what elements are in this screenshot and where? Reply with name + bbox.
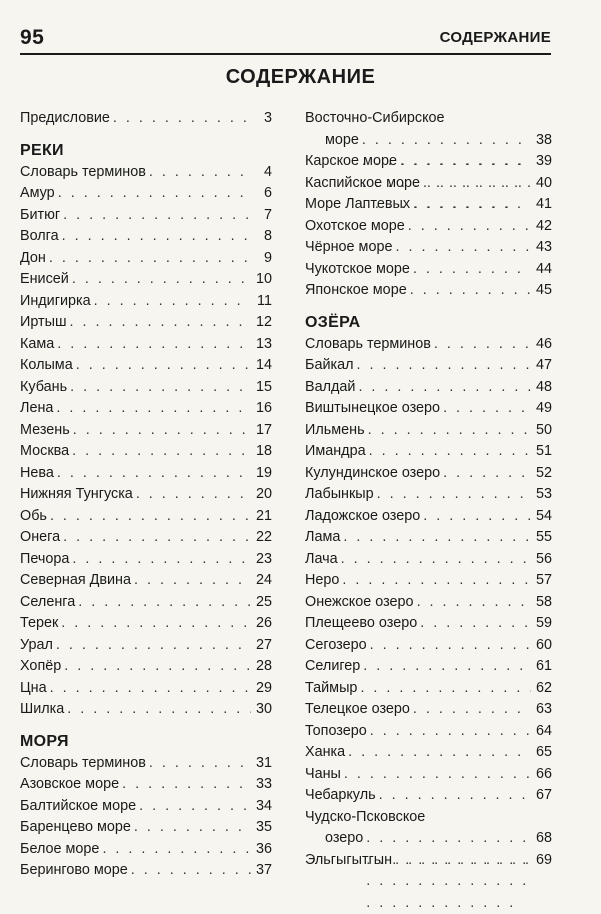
toc-entry-page: 33 <box>255 776 272 792</box>
toc-entry-page: 60 <box>535 636 552 653</box>
leader-dots <box>358 377 531 399</box>
toc-entry[interactable] <box>20 753 272 775</box>
leader-dots <box>73 420 251 442</box>
toc-entry[interactable] <box>20 355 272 377</box>
toc-entry-label: Чёрное море <box>305 239 393 255</box>
toc-entry[interactable] <box>20 656 272 678</box>
toc-entry-label: Словарь терминов <box>305 335 431 352</box>
toc-entry[interactable] <box>305 656 552 678</box>
leader-dots <box>369 441 531 463</box>
leader-dots <box>113 108 251 130</box>
toc-entry-continuation <box>305 828 552 850</box>
toc-entry-page: 6 <box>263 185 272 201</box>
toc-entry-label: Колыма <box>20 357 73 373</box>
section-heading: МОРЯ <box>20 732 69 750</box>
leader-dots <box>395 237 531 259</box>
toc-column-left <box>20 108 272 882</box>
toc-entry-label: Нева <box>20 464 54 481</box>
leader-dots <box>61 613 251 635</box>
header-rule <box>20 53 551 55</box>
toc-entry-page: 34 <box>255 797 272 814</box>
toc-entry-page: 48 <box>535 378 552 395</box>
toc-entry-page: 58 <box>535 593 552 610</box>
toc-entry-page: 25 <box>255 593 272 610</box>
toc-entry-page: 53 <box>535 486 552 502</box>
toc-entry[interactable] <box>305 151 552 173</box>
toc-entry-page: 66 <box>535 765 552 782</box>
toc-entry-page: 39 <box>535 153 552 169</box>
toc-entry[interactable] <box>20 527 272 549</box>
toc-entry-label: Лабынкыр <box>305 486 374 502</box>
toc-entry[interactable] <box>20 570 272 592</box>
toc-entry-label: Шилка <box>20 701 65 717</box>
toc-entry-page: 12 <box>255 314 272 330</box>
toc-entry-page: 19 <box>255 464 272 481</box>
toc-entry-label: Японское море <box>305 282 407 298</box>
toc-entry-label: Каспийское море <box>305 174 421 191</box>
toc-entry-page: 15 <box>255 378 272 395</box>
toc-entry[interactable] <box>20 183 272 205</box>
page-number: 95 <box>20 26 45 49</box>
toc-entry-label: Неро <box>305 572 340 588</box>
leader-dots <box>56 398 251 420</box>
leader-dots <box>139 796 251 818</box>
toc-entry-page: 51 <box>535 443 552 459</box>
toc-entry-continuation <box>305 130 552 152</box>
leader-dots <box>344 764 531 786</box>
toc-entry-label: Кубань <box>20 378 68 395</box>
toc-title: СОДЕРЖАНИЕ <box>225 66 376 88</box>
toc-entry-page: 3 <box>263 110 272 126</box>
toc-entry-label: Словарь терминов <box>20 754 146 771</box>
toc-entry[interactable] <box>305 173 552 195</box>
toc-entry-page: 62 <box>535 679 552 696</box>
toc-entry[interactable] <box>305 377 552 399</box>
leader-dots <box>342 570 531 592</box>
toc-entry-label: Чудско-Псковское <box>305 808 426 825</box>
toc-entry-label: Обь <box>20 507 47 524</box>
toc-entry[interactable] <box>305 398 552 420</box>
toc-entry-label: Лача <box>305 550 338 567</box>
leader-dots <box>410 280 531 302</box>
leader-dots <box>78 592 251 614</box>
toc-entry-label: Иртыш <box>20 314 67 330</box>
leader-dots <box>366 828 531 914</box>
leader-dots <box>131 860 251 882</box>
toc-entry-label-continuation: озеро <box>325 830 364 846</box>
toc-entry-page: 63 <box>535 701 552 717</box>
leader-dots <box>400 151 531 173</box>
leader-dots <box>395 850 531 872</box>
toc-entry[interactable] <box>305 592 552 614</box>
page-header <box>20 26 551 52</box>
leader-dots <box>149 162 251 184</box>
toc-entry[interactable] <box>20 796 272 818</box>
toc-entry[interactable] <box>305 194 552 216</box>
toc-entry-page: 64 <box>535 722 552 739</box>
toc-entry[interactable] <box>20 205 272 227</box>
leader-dots <box>341 549 531 571</box>
toc-entry-label: Ханка <box>305 744 346 760</box>
toc-entry-page: 45 <box>535 282 552 298</box>
toc-entry-page: 17 <box>255 421 272 438</box>
toc-entry-page: 4 <box>263 163 272 180</box>
toc-entry-label: Топозеро <box>305 722 367 739</box>
toc-entry-label: Индигирка <box>20 292 91 309</box>
toc-entry-label: Телецкое озеро <box>305 701 410 717</box>
toc-entry[interactable] <box>20 484 272 506</box>
toc-entry-intro[interactable] <box>20 108 272 130</box>
section-heading: РЕКИ <box>20 141 64 159</box>
toc-entry-label: Охотское море <box>305 217 405 234</box>
toc-entry-label: Чаны <box>305 765 341 782</box>
toc-entry[interactable] <box>305 807 552 850</box>
toc-entry-label: Байкал <box>305 357 354 373</box>
leader-dots <box>370 635 531 657</box>
toc-entry-page: 46 <box>535 335 552 352</box>
leader-dots <box>136 484 251 506</box>
toc-entry[interactable] <box>305 108 552 151</box>
leader-dots <box>423 506 531 528</box>
leader-dots <box>56 635 251 657</box>
toc-entry-page: 26 <box>255 615 272 631</box>
toc-entry[interactable] <box>305 506 552 528</box>
toc-entry-page: 54 <box>535 507 552 524</box>
toc-entry[interactable] <box>20 441 272 463</box>
leader-dots <box>408 216 531 238</box>
toc-entry-label: Цна <box>20 679 47 696</box>
toc-entry[interactable] <box>20 506 272 528</box>
leader-dots <box>67 699 251 721</box>
toc-entry[interactable] <box>305 850 552 872</box>
toc-entry-label: Берингово море <box>20 862 128 878</box>
toc-entry[interactable] <box>20 774 272 796</box>
toc-entry-label: Ладожское озеро <box>305 507 421 524</box>
toc-entry[interactable] <box>305 527 552 549</box>
toc-entry[interactable] <box>20 420 272 442</box>
toc-entry-page: 14 <box>255 357 272 373</box>
leader-dots <box>348 742 531 764</box>
toc-entry-label: Волга <box>20 228 59 244</box>
toc-entry-page: 42 <box>535 217 552 234</box>
toc-entry[interactable] <box>20 549 272 571</box>
leader-dots <box>134 817 251 839</box>
toc-entry-page: 36 <box>255 840 272 857</box>
toc-entry-page: 41 <box>535 196 552 212</box>
toc-entry-page: 50 <box>535 421 552 438</box>
toc-entry-page: 69 <box>535 851 552 868</box>
toc-entry-label: Онега <box>20 529 61 545</box>
toc-entry[interactable] <box>20 860 272 882</box>
leader-dots <box>50 506 251 528</box>
toc-entry-label: Ильмень <box>305 421 365 438</box>
toc-entry[interactable] <box>20 248 272 270</box>
toc-entry-label-continuation: море <box>325 131 359 148</box>
toc-entry-label: Селигер <box>305 658 361 674</box>
leader-dots <box>368 420 531 442</box>
toc-entry-label: Предисловие <box>20 110 110 126</box>
toc-entry-page: 30 <box>255 701 272 717</box>
leader-dots <box>102 839 251 861</box>
toc-entry-label: Кама <box>20 335 55 352</box>
toc-entry[interactable] <box>305 420 552 442</box>
toc-entry-label: Мезень <box>20 421 70 438</box>
toc-entry-page: 49 <box>535 400 552 416</box>
toc-entry[interactable] <box>305 355 552 377</box>
toc-entry[interactable] <box>20 398 272 420</box>
leader-dots <box>343 527 531 549</box>
leader-dots <box>57 334 251 356</box>
toc-entry-page: 59 <box>535 615 552 631</box>
toc-entry-label: Онежское озеро <box>305 593 414 610</box>
leader-dots <box>379 785 531 807</box>
leader-dots <box>434 334 531 356</box>
toc-entry[interactable] <box>305 699 552 721</box>
leader-dots <box>62 226 251 248</box>
toc-entry[interactable] <box>305 280 552 302</box>
toc-entry-label: Нижняя Тунгуска <box>20 486 133 502</box>
toc-entry-label: Северная Двина <box>20 572 132 588</box>
toc-entry-label: Море Лаптевых <box>305 196 411 212</box>
toc-entry-page: 11 <box>257 292 272 309</box>
toc-entry-page: 52 <box>535 464 552 481</box>
toc-entry-label: Сегозеро <box>305 636 367 653</box>
toc-entry-page: 65 <box>535 744 552 760</box>
toc-entry-label: Чукотское море <box>305 260 410 277</box>
toc-entry[interactable] <box>305 463 552 485</box>
toc-entry-page: 43 <box>535 239 552 255</box>
toc-entry[interactable] <box>20 226 272 248</box>
leader-dots <box>360 678 531 700</box>
toc-entry-page: 56 <box>535 550 552 567</box>
running-title: СОДЕРЖАНИЕ <box>439 29 551 46</box>
toc-entry-label: Дон <box>20 249 46 266</box>
toc-entry[interactable] <box>20 678 272 700</box>
toc-entry-page: 23 <box>255 550 272 567</box>
toc-entry[interactable] <box>20 699 272 721</box>
toc-entry-label: Чебаркуль <box>305 787 376 803</box>
toc-entry[interactable] <box>305 441 552 463</box>
toc-entry-page: 8 <box>263 228 272 244</box>
toc-entry-page: 28 <box>255 658 272 674</box>
toc-entry-label: Баренцево море <box>20 819 131 835</box>
toc-entry-label: Плещеево озеро <box>305 615 418 631</box>
leader-dots <box>122 774 251 796</box>
leader-dots <box>64 656 251 678</box>
toc-entry-page: 22 <box>255 529 272 545</box>
toc-entry[interactable] <box>20 463 272 485</box>
toc-entry[interactable] <box>20 377 272 399</box>
toc-entry-page: 57 <box>535 572 552 588</box>
toc-entry[interactable] <box>305 549 552 571</box>
toc-entry-page: 13 <box>255 335 272 352</box>
toc-entry-label: Белое море <box>20 840 100 857</box>
toc-entry[interactable] <box>305 635 552 657</box>
toc-entry[interactable] <box>20 269 272 291</box>
toc-entry-label: Таймыр <box>305 679 358 696</box>
toc-entry-page: 31 <box>255 754 272 771</box>
leader-dots <box>377 484 531 506</box>
toc-entry[interactable] <box>20 839 272 861</box>
toc-entry[interactable] <box>20 312 272 334</box>
leader-dots <box>57 463 251 485</box>
toc-entry[interactable] <box>20 817 272 839</box>
toc-entry-page: 44 <box>535 260 552 277</box>
toc-entry-label: Енисей <box>20 271 69 287</box>
toc-entry-page: 61 <box>535 658 552 674</box>
toc-entry-label: Восточно-Сибирское <box>305 110 445 126</box>
toc-entry-page: 35 <box>255 819 272 835</box>
toc-entry-label: Виштынецкое озеро <box>305 400 441 416</box>
leader-dots <box>443 398 531 420</box>
leader-dots <box>413 699 531 721</box>
toc-entry[interactable] <box>20 291 272 313</box>
toc-entry[interactable] <box>305 570 552 592</box>
leader-dots <box>423 173 531 195</box>
toc-entry-label: Терек <box>20 615 59 631</box>
toc-entry-label: Хопёр <box>20 658 62 674</box>
leader-dots <box>149 753 251 775</box>
toc-entry-label: Битюг <box>20 206 61 223</box>
toc-entry-page: 37 <box>255 862 272 878</box>
leader-dots <box>63 527 251 549</box>
toc-entry-page: 40 <box>535 174 552 191</box>
toc-entry-label: Урал <box>20 636 53 653</box>
toc-entry[interactable] <box>305 678 552 700</box>
leader-dots <box>49 248 251 270</box>
toc-entry[interactable] <box>305 721 552 743</box>
toc-entry[interactable] <box>20 334 272 356</box>
toc-entry-label: Лама <box>305 529 341 545</box>
toc-entry[interactable] <box>305 742 552 764</box>
leader-dots <box>50 678 251 700</box>
toc-entry-page: 16 <box>255 400 272 416</box>
toc-entry-label: Лена <box>20 400 54 416</box>
toc-entry-label: Эльгыгытгын <box>305 851 393 868</box>
leader-dots <box>134 570 251 592</box>
leader-dots <box>357 355 532 377</box>
toc-entry-page: 27 <box>255 636 272 653</box>
toc-entry[interactable] <box>305 764 552 786</box>
toc-entry-page: 9 <box>263 249 272 266</box>
toc-entry-label: Карское море <box>305 153 397 169</box>
toc-entry-label: Кулундинское озеро <box>305 464 441 481</box>
toc-entry[interactable] <box>20 592 272 614</box>
toc-entry-page: 21 <box>255 507 272 524</box>
toc-entry[interactable] <box>20 635 272 657</box>
toc-entry-page: 20 <box>255 486 272 502</box>
toc-entry[interactable] <box>305 334 552 356</box>
leader-dots <box>72 269 251 291</box>
toc-entry-label: Москва <box>20 443 70 459</box>
toc-entry-label: Валдай <box>305 378 356 395</box>
toc-entry-page: 67 <box>535 787 552 803</box>
leader-dots <box>417 592 531 614</box>
toc-entry-page: 10 <box>255 271 272 287</box>
toc-entry-page: 7 <box>263 206 272 223</box>
toc-entry-label: Балтийское море <box>20 797 137 814</box>
leader-dots <box>443 463 531 485</box>
toc-entry-label: Словарь терминов <box>20 163 146 180</box>
leader-dots <box>58 183 251 205</box>
toc-entry-label: Селенга <box>20 593 76 610</box>
toc-entry[interactable] <box>305 785 552 807</box>
leader-dots <box>413 194 531 216</box>
leader-dots <box>72 549 251 571</box>
leader-dots <box>76 355 251 377</box>
toc-column-right <box>305 108 552 871</box>
toc-entry[interactable] <box>305 237 552 259</box>
toc-entry-page: 55 <box>535 529 552 545</box>
toc-entry[interactable] <box>20 613 272 635</box>
leader-dots <box>63 205 251 227</box>
toc-entry[interactable] <box>305 216 552 238</box>
leader-dots <box>72 441 251 463</box>
toc-entry-label: Азовское море <box>20 776 120 792</box>
toc-entry[interactable] <box>305 259 552 281</box>
toc-entry-page: 29 <box>255 679 272 696</box>
toc-entry-label: Имандра <box>305 443 366 459</box>
leader-dots <box>413 259 531 281</box>
toc-entry-page: 47 <box>535 357 552 373</box>
toc-entry-page: 38 <box>535 131 552 148</box>
toc-entry-page: 18 <box>255 443 272 459</box>
leader-dots <box>70 312 251 334</box>
leader-dots <box>370 721 531 743</box>
leader-dots <box>363 656 531 678</box>
toc-entry[interactable] <box>20 162 272 184</box>
leader-dots <box>70 377 251 399</box>
toc-entry-page: 68 <box>535 830 552 846</box>
toc-entry[interactable] <box>305 484 552 506</box>
toc-entry[interactable] <box>305 613 552 635</box>
toc-entry-label: Печора <box>20 550 70 567</box>
section-heading-lakes: ОЗЁРА <box>305 313 361 331</box>
toc-entry-page: 24 <box>255 572 272 588</box>
leader-dots <box>94 291 251 313</box>
leader-dots <box>420 613 531 635</box>
toc-entry-label: Амур <box>20 185 55 201</box>
